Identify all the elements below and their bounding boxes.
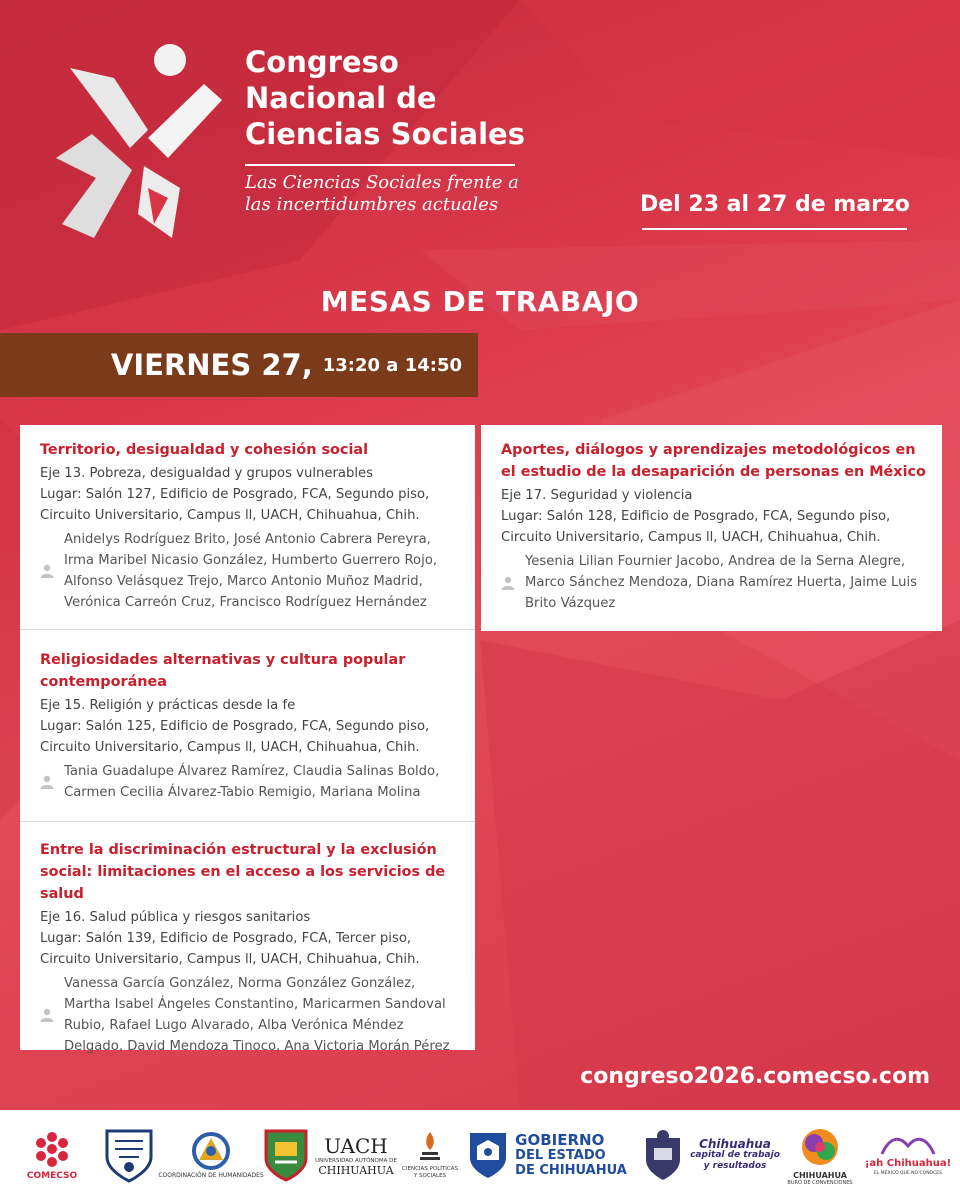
congress-url[interactable]: congreso2026.comecso.com — [580, 1064, 930, 1089]
uach-short: UACH — [324, 1133, 388, 1158]
session-card — [20, 839, 475, 1057]
participant-names: Anidelys Rodríguez Brito, José Antonio Cabrera Pereyra, Irma Maribel Nicasio González, Humberto Guerrero Rojo, Alfonso Velásquez Trejo, Marco Antonio Muñoz Madrid, Verónica Carreón Cruz, Francisco Rodríguez Hernández — [64, 532, 438, 610]
session-participants — [40, 761, 461, 803]
sessions-left-card — [20, 425, 475, 1054]
participant-names: Tania Guadalupe Álvarez Ramírez, Claudia Salinas Boldo, Carmen Cecilia Álvarez-Tabio Remigio, Mariana Molina — [64, 764, 440, 800]
session-place: Lugar: Salón 125, Edificio de Posgrado, FCA, Segundo piso, Circuito Universitario, Campus ll, UACH, Chihuahua, Chih. — [40, 719, 430, 755]
person-icon — [40, 564, 64, 578]
coordinacion-humanidades-logo — [158, 1122, 264, 1188]
session-card — [481, 439, 942, 614]
buro-convenciones-logo — [784, 1122, 856, 1188]
session-participants — [40, 529, 461, 613]
buro-line-1: CHIHUAHUA — [793, 1170, 847, 1180]
time-range: 13:20 a 14:50 — [322, 354, 462, 376]
congress-x-logo — [52, 38, 222, 238]
session-card — [20, 439, 475, 613]
session-axis: Eje 15. Religión y prácticas desde la fe — [40, 698, 296, 713]
section-title: MESAS DE TRABAJO — [320, 285, 640, 318]
day-label: VIERNES 27, — [110, 348, 313, 382]
participant-names: Vanessa García González, Norma González González, Martha Isabel Ángeles Constantino, Maricarmen Sandoval Rubio, Rafael Lugo Alvarado, Alba Verónica Méndez Delgado, David Mendoza Tinoco, Ana Victoria Morán Pérez — [64, 976, 450, 1054]
title-line-3: Ciencias Sociales — [245, 117, 525, 151]
person-icon — [40, 775, 64, 789]
ciencias-politicas-logo — [400, 1122, 460, 1188]
ciencias-text: CIENCIAS POLÍTICAS Y SOCIALES — [402, 1166, 458, 1179]
session-participants — [40, 973, 461, 1057]
session-place: Lugar: Salón 127, Edificio de Posgrado, FCA, Segundo piso, Circuito Universitario, Campus ll, UACH, Chihuahua, Chih. — [40, 487, 430, 523]
gobierno-line-1: GOBIERNO — [515, 1130, 605, 1149]
coordinacion-text: COORDINACIÓN DE HUMANIDADES — [158, 1171, 264, 1179]
session-title: Entre la discriminación estructural y la exclusión social: limitaciones en el acceso a los servicios de salud — [40, 842, 446, 902]
day-banner — [0, 333, 478, 397]
sessions-right-card — [481, 425, 942, 631]
comecso-text: COMECSO — [26, 1171, 78, 1181]
dates-underline — [642, 228, 907, 230]
session-place: Lugar: Salón 139, Edificio de Posgrado, FCA, Tercer piso, Circuito Universitario, Campus ll, UACH, Chihuahua, Chih. — [40, 931, 420, 967]
ah-chihuahua-logo — [866, 1122, 950, 1188]
session-participants — [501, 551, 928, 614]
session-axis: Eje 17. Seguridad y violencia — [501, 488, 693, 503]
municipio-chihuahua-logo — [640, 1122, 780, 1188]
title-line-1: Congreso — [245, 45, 399, 79]
session-title: Aportes, diálogos y aprendizajes metodológicos en el estudio de la desaparición de personas en México — [501, 442, 926, 480]
sponsor-footer — [0, 1110, 960, 1200]
comecso-logo — [22, 1122, 82, 1188]
session-axis: Eje 16. Salud pública y riesgos sanitarios — [40, 910, 311, 925]
buro-line-2: BURÓ DE CONVENCIONES — [787, 1179, 853, 1186]
session-axis: Eje 13. Pobreza, desigualdad y grupos vulnerables — [40, 466, 373, 481]
session-card — [20, 649, 475, 803]
gobierno-line-2: DEL ESTADO — [515, 1147, 606, 1163]
uach-line-2: CHIHUAHUA — [318, 1163, 394, 1177]
person-icon — [501, 576, 525, 590]
capital-line-2: capital de trabajo — [690, 1149, 780, 1160]
uach-logo — [255, 1122, 405, 1188]
title-divider — [245, 164, 515, 166]
unam-logo — [98, 1122, 160, 1188]
capital-line-3: y resultados — [703, 1160, 767, 1171]
uach-line-1: UNIVERSIDAD AUTÓNOMA DE — [315, 1157, 397, 1164]
ah-line-1: ¡ah Chihuahua! — [864, 1158, 952, 1169]
congress-subtitle: Las Ciencias Sociales frente a las incertidumbres actuales — [245, 172, 519, 215]
congress-title — [245, 44, 545, 152]
gobierno-line-3: DE CHIHUAHUA — [515, 1162, 627, 1178]
session-place: Lugar: Salón 128, Edificio de Posgrado, FCA, Segundo piso, Circuito Universitario, Campus ll, UACH, Chihuahua, Chih. — [501, 509, 891, 545]
event-dates: Del 23 al 27 de marzo — [640, 192, 910, 217]
ah-line-2: EL MÉXICO QUE NO CONOCES — [874, 1171, 942, 1176]
capital-line-1: Chihuahua — [699, 1136, 771, 1151]
session-divider — [20, 629, 475, 630]
person-icon — [40, 1008, 64, 1022]
participant-names: Yesenia Lilian Fournier Jacobo, Andrea de la Serna Alegre, Marco Sánchez Mendoza, Diana Ramírez Huerta, Jaime Luis Brito Vázquez — [525, 554, 918, 611]
gobierno-chihuahua-logo — [462, 1122, 632, 1188]
session-title: Territorio, desigualdad y cohesión social — [40, 442, 369, 458]
session-divider — [20, 821, 475, 822]
session-title: Religiosidades alternativas y cultura popular contemporánea — [40, 652, 406, 690]
title-line-2: Nacional de — [245, 81, 437, 115]
